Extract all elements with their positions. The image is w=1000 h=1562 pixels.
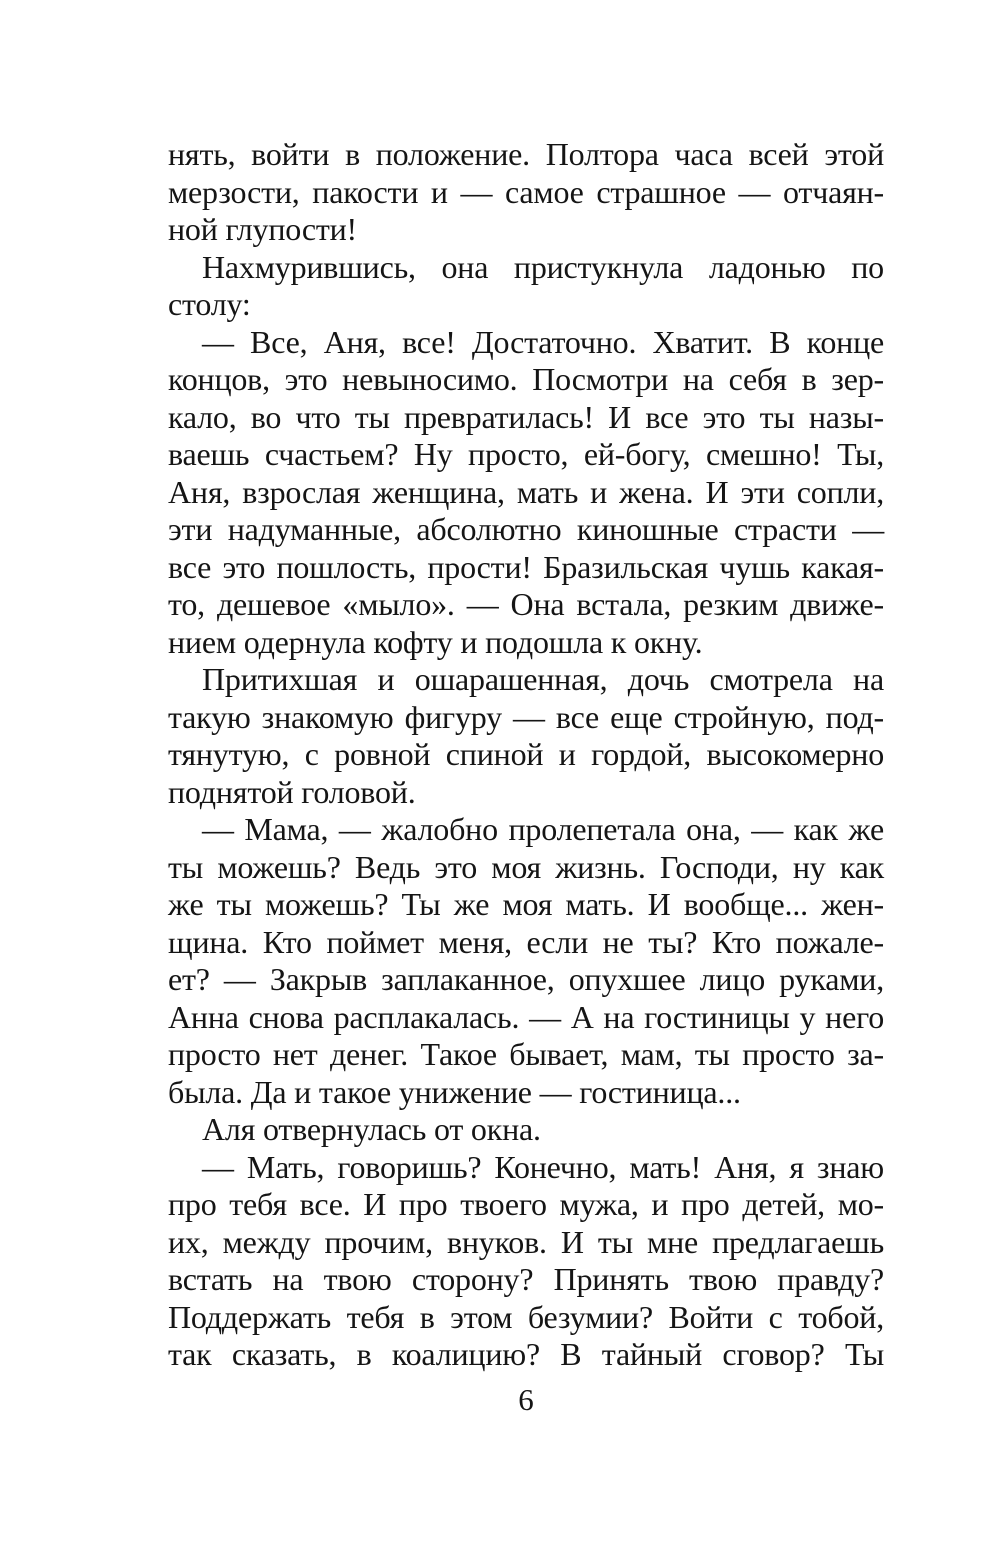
text-line: Аня, взрослая женщина, мать и жена. И эти сопли, <box>168 473 884 510</box>
page-number: 6 <box>518 1382 534 1417</box>
text-line: про тебя все. И про твоего мужа, и про детей, мо- <box>168 1186 884 1222</box>
text-line: нять, войти в положение. Полтора часа всей этой <box>168 136 884 172</box>
text-line: все это пошлость, прости! Бразильская чушь какая- <box>168 548 884 585</box>
text-line: так сказать, в коалицию? В тайный сговор? Ты <box>168 1336 884 1372</box>
text-line: Аля отвернулась от окна. <box>202 1111 541 1147</box>
text-line: Поддержать тебя в этом безумии? Войти с тобой, <box>168 1298 884 1335</box>
text-line: поднятой головой. <box>168 773 416 810</box>
text-line: щина. Кто поймет меня, если не ты? Кто пожале- <box>168 923 884 960</box>
text-line: встать на твою сторону? Принять твою правду? <box>168 1261 884 1297</box>
text-line: ваешь счастьем? Ну просто, ей-богу, смешно! Ты, <box>168 436 884 472</box>
text-line: ты можешь? Ведь это моя жизнь. Господи, ну как <box>168 848 884 885</box>
text-line: ет? — Закрыв заплаканное, опухшее лицо руками, <box>168 961 884 997</box>
text-line: — Мать, говоришь? Конечно, мать! Аня, я знаю <box>202 1148 884 1185</box>
text-line: просто нет денег. Такое бывает, мам, ты просто за- <box>168 1036 884 1072</box>
page-text <box>168 136 884 1374</box>
text-line: эти надуманные, абсолютно киношные страсти — <box>168 511 884 547</box>
text-line: Нахмурившись, она пристукнула ладонью по <box>202 248 884 285</box>
text-line: Анна снова расплакалась. — А на гостиницы у него <box>168 998 884 1035</box>
text-line: мерзости, пакости и — самое страшное — отчаян- <box>168 173 884 210</box>
text-line: же ты можешь? Ты же моя мать. И вообще... жен- <box>168 886 884 922</box>
text-line: то, дешевое «мыло». — Она встала, резким движе- <box>168 586 884 622</box>
text-line: ной глупости! <box>168 211 358 247</box>
text-line: столу: <box>168 286 251 322</box>
text-line: Притихшая и ошарашенная, дочь смотрела на <box>202 661 884 697</box>
text-line: кало, во что ты превратилась! И все это ты назы- <box>168 398 884 435</box>
text-line: нием одернула кофту и подошла к окну. <box>168 623 703 660</box>
text-line: такую знакомую фигуру — все еще стройную, под- <box>168 698 884 735</box>
text-line: тянутую, с ровной спиной и гордой, высокомерно <box>168 736 884 772</box>
text-line: — Все, Аня, все! Достаточно. Хватит. В конце <box>202 323 884 360</box>
text-line: — Мама, — жалобно пролепетала она, — как же <box>202 811 884 847</box>
text-line: их, между прочим, внуков. И ты мне предлагаешь <box>168 1223 884 1260</box>
text-line: была. Да и такое унижение — гостиница... <box>168 1073 741 1110</box>
text-line: концов, это невыносимо. Посмотри на себя в зер- <box>168 361 884 397</box>
